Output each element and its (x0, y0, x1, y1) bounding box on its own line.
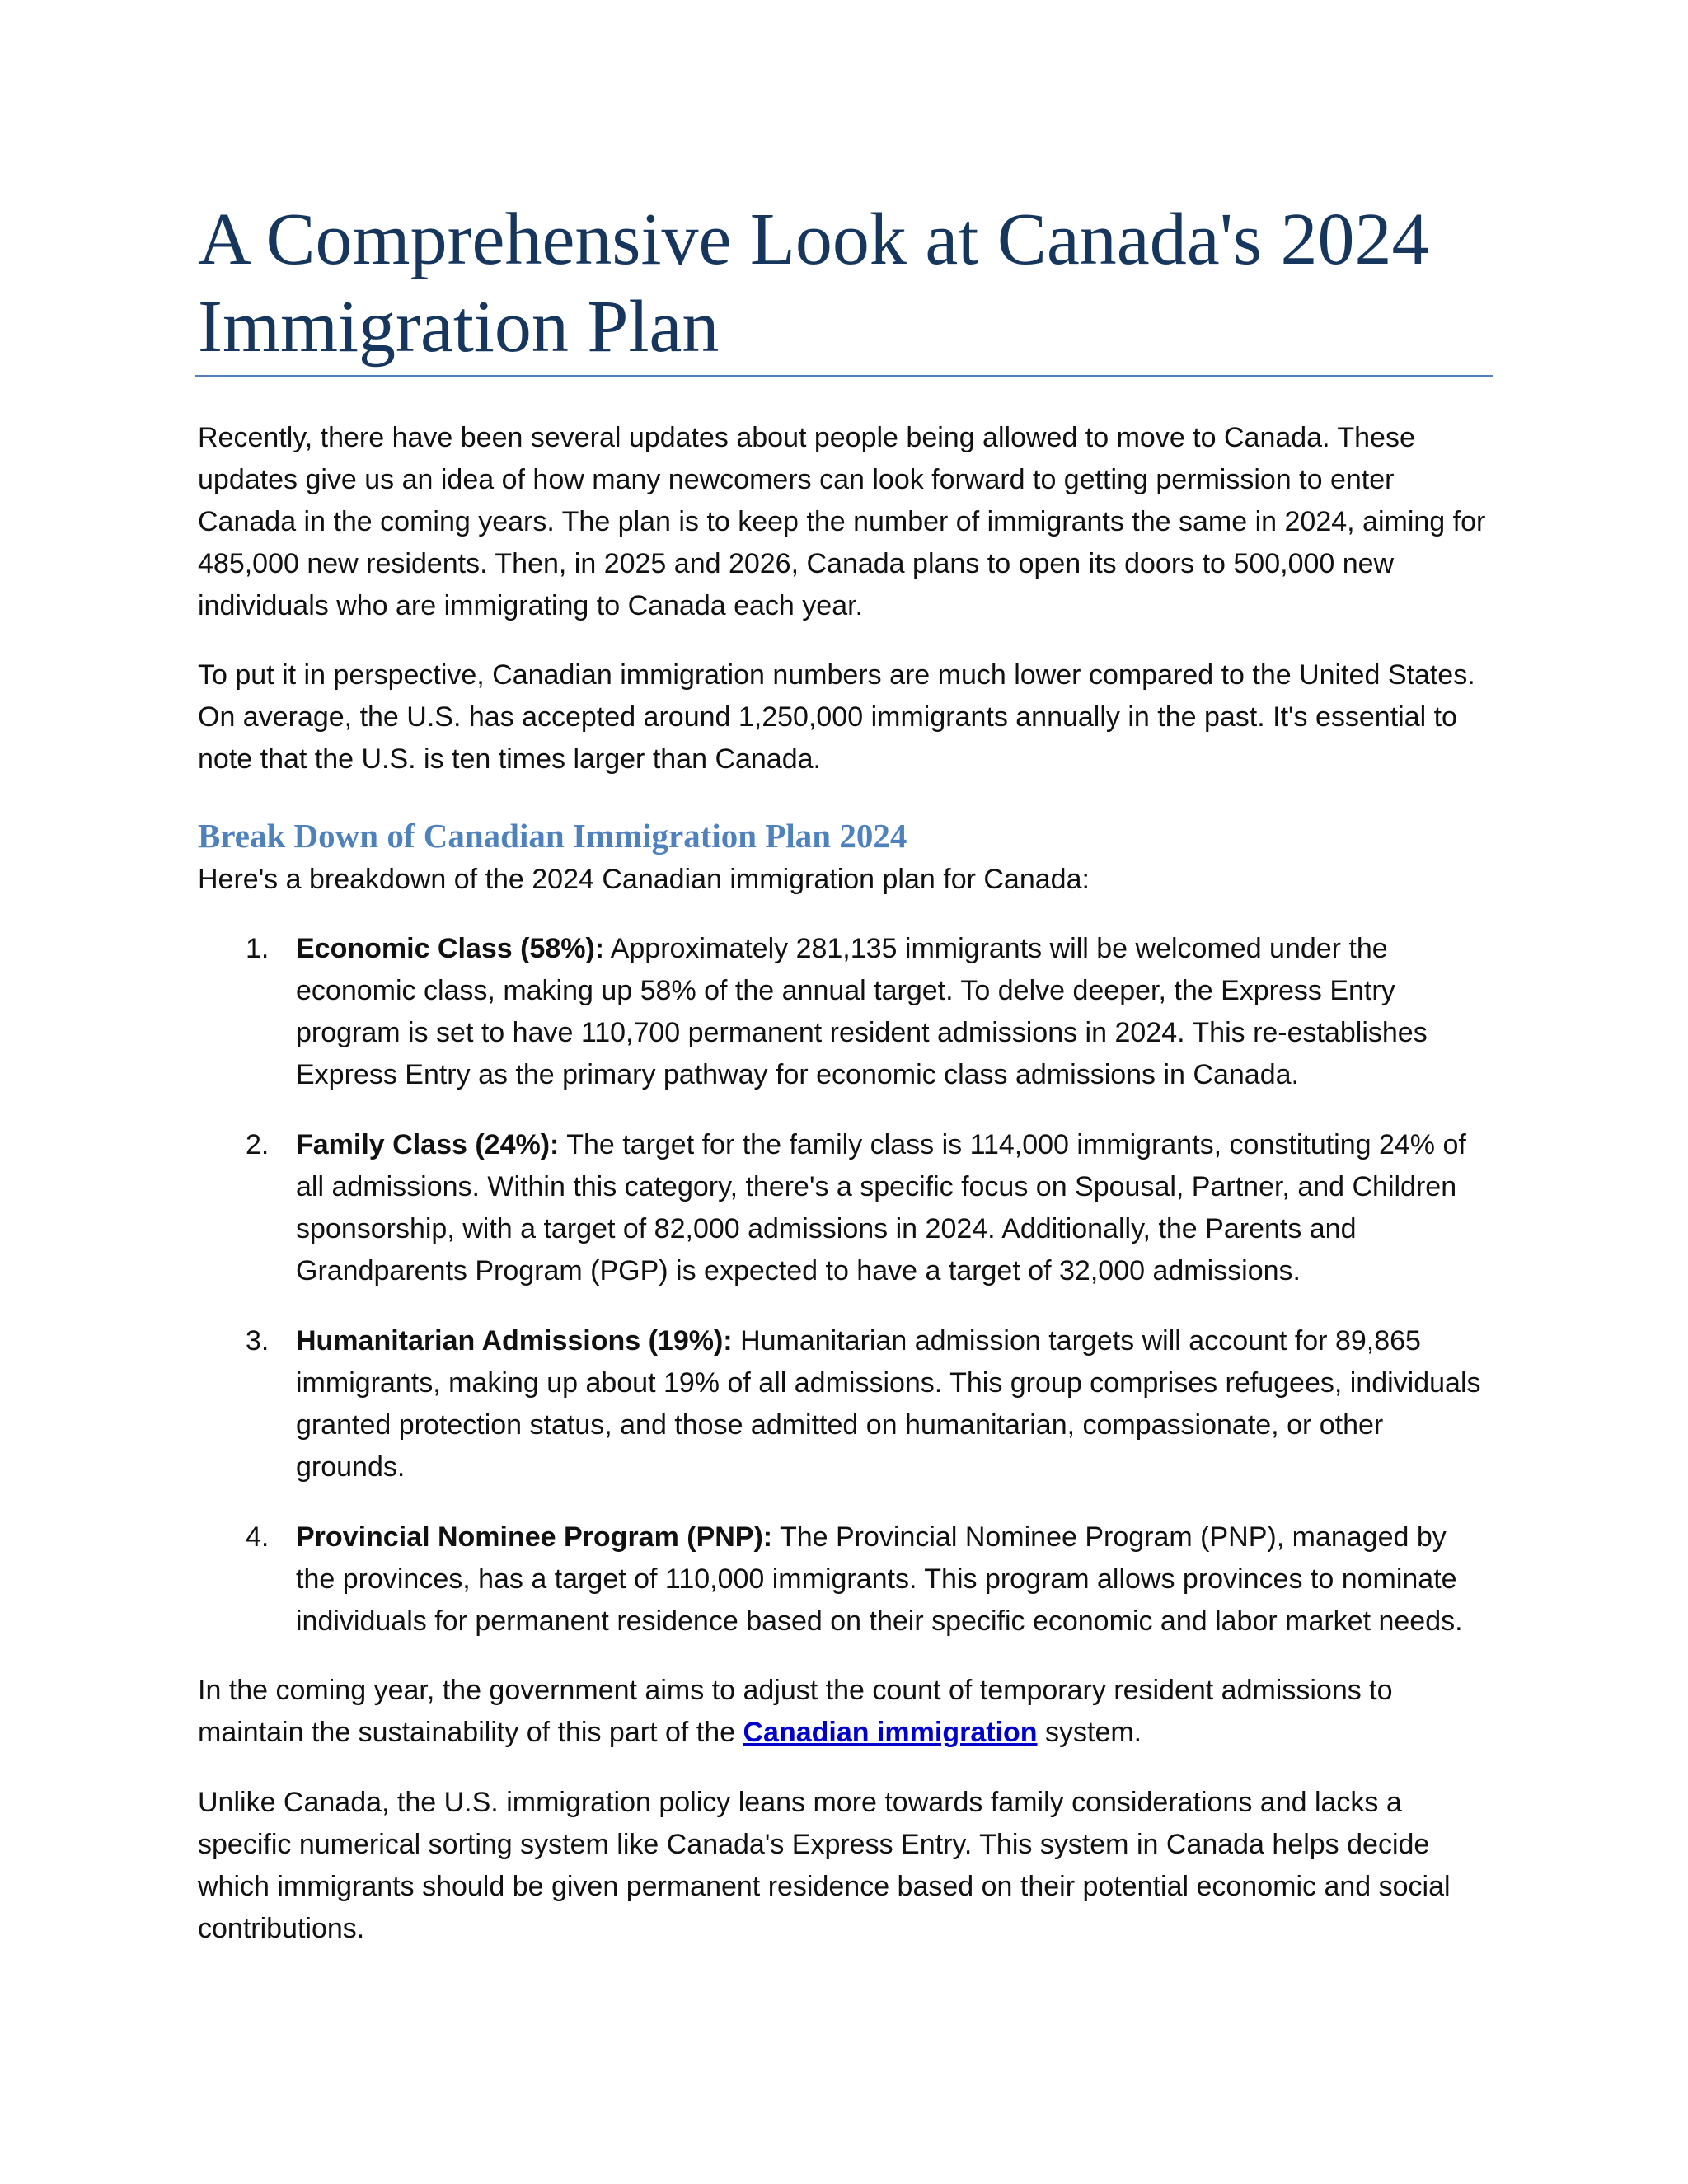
list-item-label: Family Class (24%): (296, 1129, 560, 1160)
list-item-body (296, 1320, 1492, 1488)
list-item-text: Humanitarian admission targets will account for 89,865 immigrants, making up about 19% of all admissions. This group comprises refugees, individuals granted protection status, and those admitted on humanitarian, compassionate, or other grounds. (296, 1325, 1481, 1483)
closing-text-before-link: In the coming year, the government aims to adjust the count of temporary resident admissions to maintain the sustainability of this part of the (198, 1675, 1393, 1748)
list-item-body (296, 928, 1492, 1096)
document-title: A Comprehensive Look at Canada's 2024 Immigration Plan (198, 199, 1429, 368)
list-item-body (296, 1124, 1492, 1292)
list-item-body (296, 1516, 1492, 1643)
list-item-label: Economic Class (58%): (296, 933, 605, 964)
intro-paragraph-2: To put it in perspective, Canadian immigration numbers are much lower compared to the United States. On average, the U.S. has accepted around 1,250,000 immigrants annually in the past. It's essential to note that the U.S. is ten times larger than Canada. (198, 659, 1475, 775)
section-intro-paragraph: Here's a breakdown of the 2024 Canadian immigration plan for Canada: (198, 864, 1090, 895)
canadian-immigration-link[interactable]: Canadian immigration (743, 1717, 1038, 1748)
list-item-number: 2. (246, 1129, 270, 1160)
title-underline-divider (195, 375, 1493, 377)
list-item-number: 1. (246, 933, 270, 964)
final-paragraph: Unlike Canada, the U.S. immigration policy leans more towards family considerations and lacks a specific numerical sorting system like Canada's Express Entry. This system in Canada helps decide which immigrants should be given permanent residence based on their potential economic and social contributions. (198, 1787, 1451, 1944)
list-item-number: 4. (246, 1521, 270, 1553)
list-item-text: Approximately 281,135 immigrants will be welcomed under the economic class, making up 58% of the annual target. To delve deeper, the Express Entry program is set to have 110,700 permanent resident admissions in 2024. This re-establishes Express Entry as the primary pathway for economic class admissions in Canada. (296, 933, 1428, 1090)
section-heading: Break Down of Canadian Immigration Plan 2024 (198, 817, 907, 855)
list-item-number: 3. (246, 1325, 270, 1357)
intro-paragraph-1: Recently, there have been several updates about people being allowed to move to Canada. These updates give us an idea of how many newcomers can look forward to getting permission to enter Canada in the coming years. The plan is to keep the number of immigrants the same in 2024, aiming for 485,000 new residents. Then, in 2025 and 2026, Canada plans to open its doors to 500,000 new individuals who are immigrating to Canada each year. (198, 422, 1486, 621)
list-item-text: The Provincial Nominee Program (PNP), managed by the provinces, has a target of 110,000 immigrants. This program allows provinces to nominate individuals for permanent residence based on their specific economic and labor market needs. (296, 1521, 1463, 1637)
closing-paragraph (198, 1670, 1492, 1754)
list-item-label: Provincial Nominee Program (PNP): (296, 1521, 773, 1553)
list-item-text: The target for the family class is 114,000 immigrants, constituting 24% of all admissions. Within this category, there's a specific focus on Spousal, Partner, and Children sponsorship, with a target of 82,000 admissions in 2024. Additionally, the Parents and Grandparents Program (PGP) is expected to have a target of 32,000 admissions. (296, 1129, 1466, 1286)
list-item-label: Humanitarian Admissions (19%): (296, 1325, 733, 1357)
closing-text-after-link: system. (1037, 1717, 1142, 1748)
